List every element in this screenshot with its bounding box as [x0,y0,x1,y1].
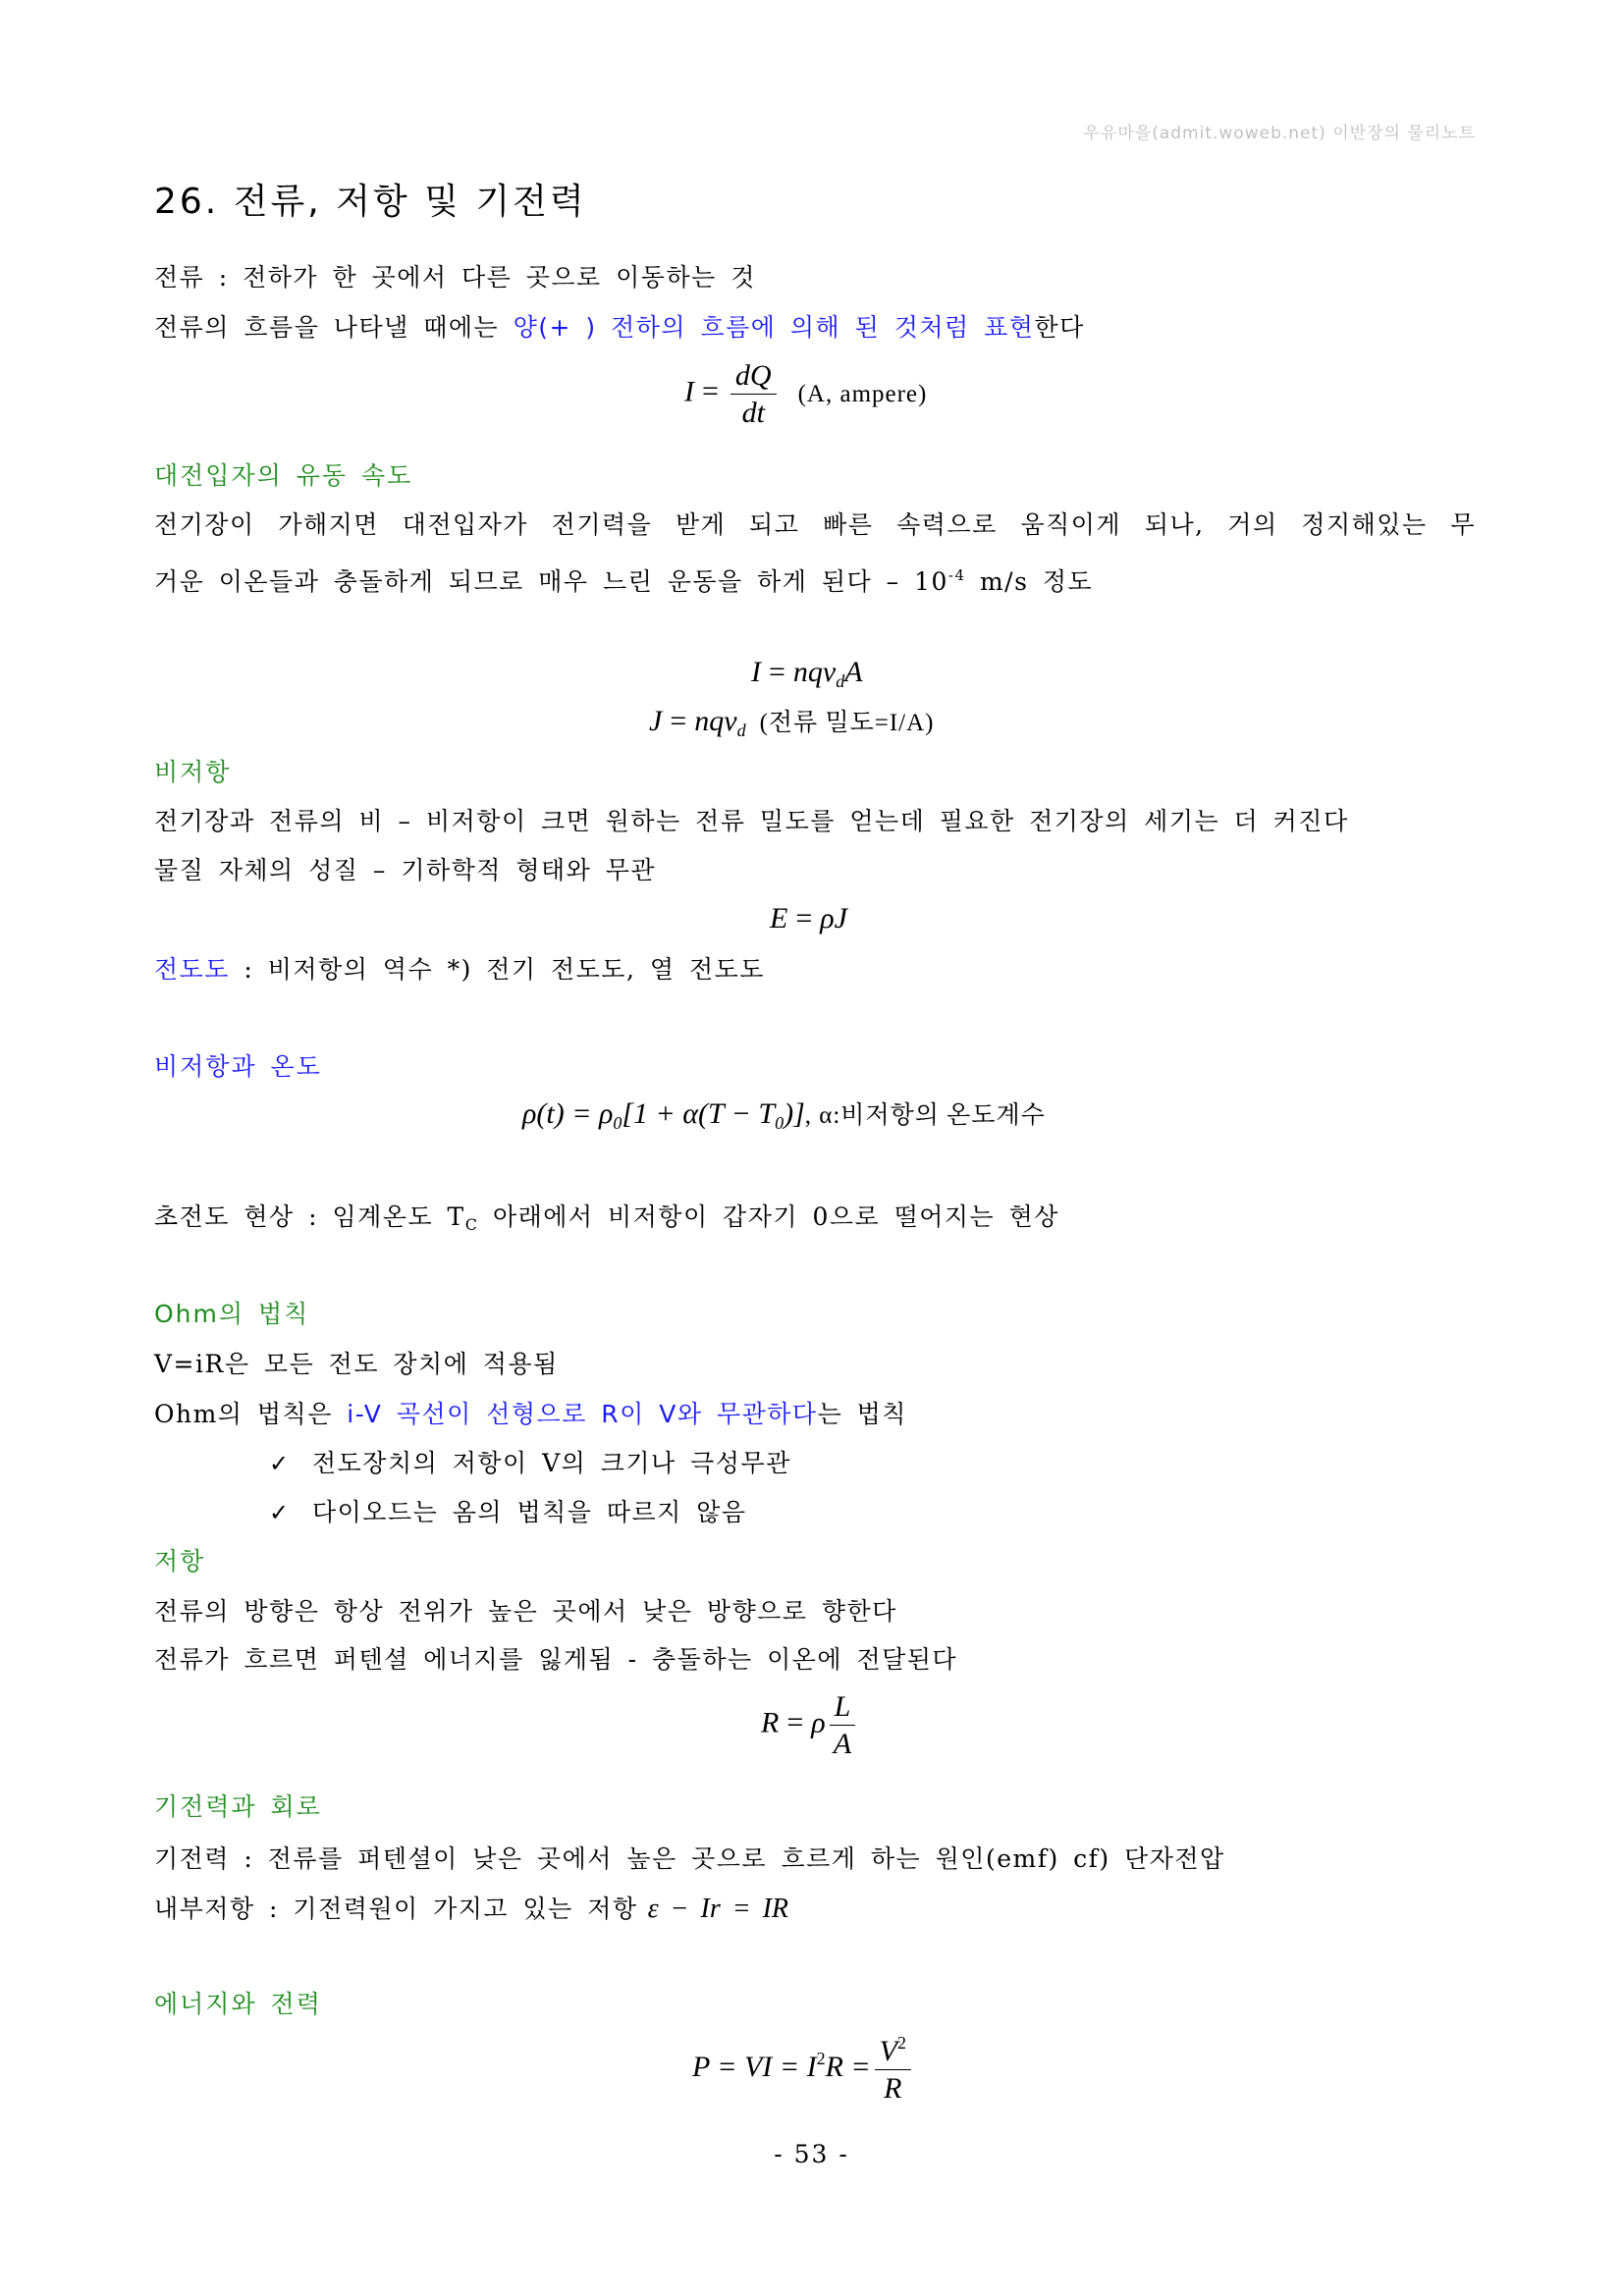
list-item [269,1449,791,1478]
current-definition: 전류 : 전하가 한 곳에서 다른 곳으로 이동하는 것 [154,263,756,292]
equals-sign: = [786,1706,804,1739]
ohm-line-2-highlight: i-V 곡선이 선형으로 R이 V와 무관하다 [347,1400,818,1428]
fraction-numerator [875,2034,911,2070]
drift-line-2-unit: m/s 정도 [965,567,1094,596]
current-density-equation [649,704,935,742]
drift-current-equation [751,655,863,693]
fraction-denominator: R [884,2072,902,2105]
equation-note: (전류 밀도=I/A) [759,710,935,736]
equation-symbol: I [751,656,761,688]
equation-term: A [844,656,863,688]
equation-symbol: I [684,375,694,408]
exponent: -4 [947,566,966,584]
equation-term: )] [784,1097,805,1130]
ohm-line-2-text: Ohm의 법칙은 [154,1400,348,1428]
equation-unit: (A, ampere) [797,380,928,407]
equals-sign: = [670,705,687,737]
emf-line-2-text: 내부저항 : 기전력원이 가지고 있는 저항 [154,1895,638,1923]
fraction-numerator: L [830,1690,856,1726]
section-heading-drift: 대전입자의 유동 속도 [154,461,413,490]
superscript: 2 [816,2048,826,2068]
temperature-equation [522,1096,1046,1135]
equation-term: R = [825,2050,871,2083]
equation-term: nqv [694,705,737,737]
equation-term: nqv [792,656,837,688]
subscript: 0 [775,1113,784,1133]
equation-term: ρ(t) = ρ [522,1097,614,1130]
equation-symbol: J [649,705,663,737]
fraction [730,359,777,429]
resistivity-equation [770,901,847,936]
emf-line-2 [154,1895,788,1924]
section-heading-power: 에너지와 전력 [154,1990,322,2018]
superconductivity-text: 초전도 현상 : 임계온도 T [154,1202,465,1231]
section-heading-emf: 기전력과 회로 [154,1792,322,1821]
current-equation [684,359,927,429]
section-heading-resistance: 저항 [154,1547,206,1575]
fraction-denominator: dt [741,397,765,429]
conductivity-text: : 비저항의 역수 *) 전기 전도도, 열 전도도 [229,955,765,984]
equation-symbol: R [761,1706,780,1739]
conductivity-line [154,955,765,985]
superscript: 2 [896,2033,906,2053]
ohm-line-2-suffix: 는 법칙 [817,1400,907,1428]
list-item-text: 전도장치의 저항이 V의 크기나 극성무관 [312,1449,791,1477]
section-heading-resistivity: 비저항 [154,758,232,786]
emf-line-1: 기전력 : 전류를 퍼텐셜이 낮은 곳에서 높은 곳으로 흐르게 하는 원인(emf) cf) 단자전압 [154,1844,1225,1873]
equation-note: , α:비저항의 온도계수 [804,1102,1046,1129]
subscript: 0 [613,1113,622,1133]
current-direction-text: 전류의 흐름을 나타낼 때에는 [154,313,514,342]
current-direction-line [154,313,1085,343]
fraction-denominator: A [833,1728,852,1760]
resistance-equation [761,1690,859,1760]
equals-sign: = [769,656,785,688]
superconductivity-line [154,1202,1059,1240]
resistivity-line-1: 전기장과 전류의 비 – 비저항이 크면 원하는 전류 밀도를 얻는데 필요한 전기장의 세기는 더 커진다 [154,807,1349,835]
section-heading-ohm: Ohm의 법칙 [154,1300,310,1328]
check-icon [269,1498,312,1527]
numerator-term: V [879,2035,897,2067]
fraction [875,2034,911,2105]
subscript: C [464,1215,479,1234]
drift-line-2-text: 거운 이온들과 충돌하게 되므로 매우 느린 운동을 하게 된다 – 10 [154,567,948,596]
equals-sign: = [702,375,719,408]
equation-term: [1 + α(T − T [622,1097,776,1130]
ohm-line-2 [154,1400,907,1429]
equation-term: ρJ [820,902,847,934]
resistance-line-2: 전류가 흐르면 퍼텐셜 에너지를 잃게됨 - 충돌하는 이온에 전달된다 [154,1645,958,1674]
internal-resistance-equation: ε − Ir = IR [647,1894,789,1924]
page-header-source: 우유마을(admit.woweb.net) 이반장의 물리노트 [1083,124,1476,143]
fraction [830,1690,856,1760]
conductivity-term: 전도도 [154,955,230,984]
ohm-line-1: V=iR은 모든 전도 장치에 적용됨 [154,1350,559,1378]
list-item-text: 다이오드는 옴의 법칙을 따르지 않음 [312,1498,747,1526]
superconductivity-text-end: 아래에서 비저항이 갑자기 0으로 떨어지는 현상 [478,1202,1059,1231]
fraction-numerator: dQ [730,359,777,395]
check-icon [269,1449,312,1478]
list-item [269,1498,747,1527]
equation-term: ρ [811,1706,826,1739]
current-direction-highlight: 양(+ ) 전하의 흐름에 의해 된 것처럼 표현 [513,313,1035,342]
section-heading-temperature: 비저항과 온도 [154,1052,322,1081]
equation-symbol: E [770,902,788,934]
page-number: - 53 - [774,2140,849,2168]
equation-term: P = VI = I [692,2050,817,2083]
current-direction-suffix: 한다 [1034,313,1085,342]
subscript: d [836,671,845,691]
subscript: d [736,721,746,740]
equals-sign: = [795,902,813,934]
power-equation [692,2034,915,2105]
drift-line-2 [154,561,1093,597]
resistivity-line-2: 물질 자체의 성질 – 기하학적 형태와 무관 [154,856,657,884]
resistance-line-1: 전류의 방향은 항상 전위가 높은 곳에서 낮은 방향으로 향한다 [154,1597,897,1626]
page-title: 26. 전류, 저항 및 기전력 [154,182,587,222]
drift-line-1: 전기장이 가해지면 대전입자가 전기력을 받게 되고 빠른 속력으로 움직이게 되나, 거의 정지해있는 무 [154,510,1476,539]
